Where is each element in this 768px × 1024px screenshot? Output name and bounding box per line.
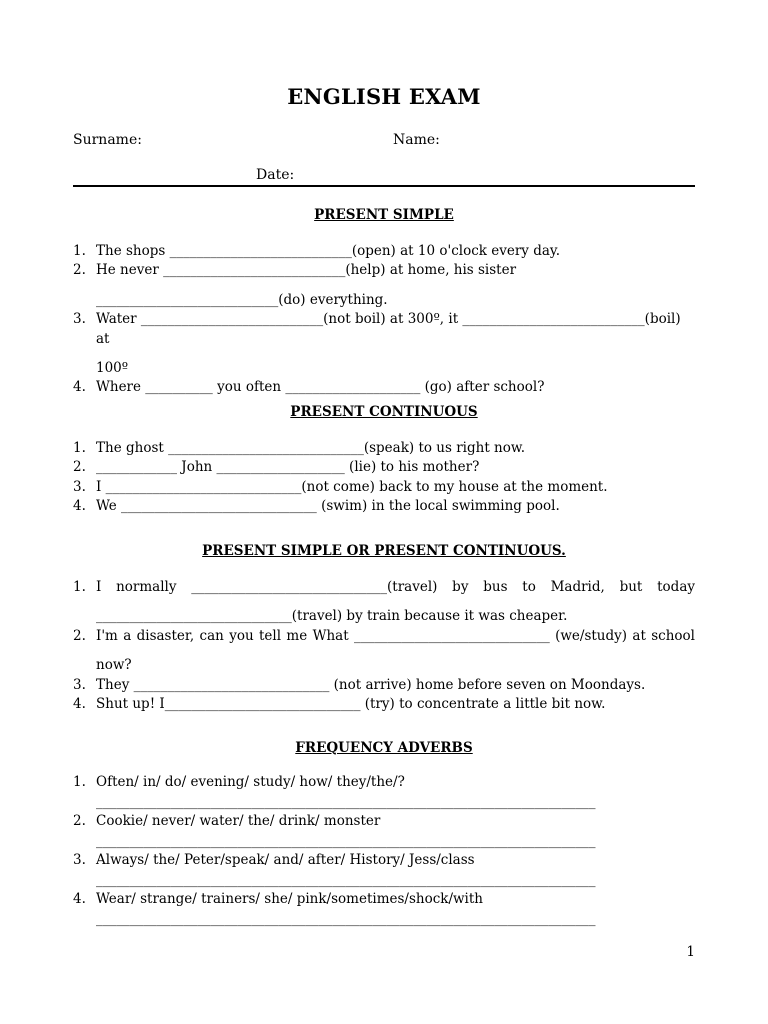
section-heading-simple-or-continuous: PRESENT SIMPLE OR PRESENT CONTINUOUS.	[202, 543, 566, 559]
item-text: I _____________________________(not come) back to my house at the moment.	[96, 478, 608, 495]
item-number: 3.	[73, 852, 86, 868]
list-item	[73, 310, 695, 378]
list-item	[73, 627, 695, 676]
item-text-continued: _____________________________(travel) by train because it was cheaper.	[96, 608, 568, 625]
list-item	[73, 378, 695, 397]
item-text: Water ___________________________(not boil) at 300º, it ___________________________(boil) at	[96, 311, 681, 347]
item-text: Where __________ you often ____________________ (go) after school?	[96, 379, 545, 396]
item-number: 2.	[73, 262, 86, 279]
item-number: 1.	[73, 243, 86, 259]
list-item	[73, 261, 695, 310]
item-text: We _____________________________ (swim) in the local swimming pool.	[96, 498, 560, 515]
surname-label: Surname:	[73, 132, 142, 148]
item-text: Often/ in/ do/ evening/ study/ how/ they/the/?	[96, 774, 405, 790]
answer-line: __________________________________________________________________________	[96, 833, 596, 849]
item-text: They _____________________________ (not arrive) home before seven on Moondays.	[96, 676, 646, 693]
answer-line: __________________________________________________________________________	[96, 911, 596, 927]
item-text-continued: ___________________________(do) everything.	[96, 291, 388, 308]
item-text: Shut up! I_____________________________ (try) to concentrate a little bit now.	[96, 696, 606, 713]
item-text: I normally _____________________________(travel) by bus to Madrid, but today	[96, 579, 695, 595]
item-number: 3.	[73, 311, 86, 328]
item-number: 4.	[73, 379, 86, 396]
item-text: Always/ the/ Peter/speak/ and/ after/ History/ Jess/class	[96, 852, 475, 868]
item-text: The ghost _____________________________(speak) to us right now.	[96, 440, 526, 456]
present-simple-list	[73, 242, 695, 398]
list-item	[73, 458, 695, 477]
list-item	[73, 578, 695, 627]
date-label: Date:	[256, 167, 295, 183]
simple-or-continuous-list	[73, 578, 695, 714]
item-number: 4.	[73, 498, 86, 515]
list-item	[73, 439, 695, 458]
frequency-adverbs-list	[73, 772, 695, 928]
list-item	[73, 889, 695, 928]
header-divider	[73, 185, 695, 187]
item-number: 4.	[73, 891, 86, 907]
item-text: I'm a disaster, can you tell me What _____________________________ (we/study) at school	[96, 627, 695, 644]
list-item	[73, 497, 695, 516]
item-text: Cookie/ never/ water/ the/ drink/ monster	[96, 813, 381, 829]
item-text: He never ___________________________(help) at home, his sister	[96, 262, 517, 279]
item-number: 1.	[73, 774, 86, 790]
list-item	[73, 695, 695, 714]
item-text: Wear/ strange/ trainers/ she/ pink/sometimes/shock/with	[96, 891, 483, 907]
exam-title: ENGLISH EXAM	[287, 84, 481, 109]
item-number: 1.	[73, 440, 86, 456]
present-continuous-list	[73, 439, 695, 517]
name-label: Name:	[393, 132, 440, 148]
list-item	[73, 242, 695, 261]
item-text: The shops ___________________________(open) at 10 o'clock every day.	[96, 243, 561, 259]
item-number: 4.	[73, 696, 86, 713]
section-heading-frequency-adverbs: FREQUENCY ADVERBS	[295, 740, 473, 756]
answer-line: __________________________________________________________________________	[96, 794, 596, 810]
list-item	[73, 478, 695, 497]
list-item	[73, 811, 695, 850]
item-number: 2.	[73, 813, 86, 829]
item-text-continued: 100º	[96, 360, 129, 377]
list-item	[73, 676, 695, 695]
item-text: ____________ John ___________________ (lie) to his mother?	[96, 459, 480, 476]
list-item	[73, 772, 695, 811]
item-number: 2.	[73, 627, 86, 644]
item-number: 3.	[73, 478, 86, 495]
list-item	[73, 850, 695, 889]
item-number: 3.	[73, 676, 86, 693]
section-heading-present-simple: PRESENT SIMPLE	[314, 207, 454, 223]
item-number: 2.	[73, 459, 86, 476]
item-text-continued: now?	[96, 657, 132, 674]
answer-line: __________________________________________________________________________	[96, 872, 596, 888]
page-number: 1	[686, 944, 695, 960]
item-number: 1.	[73, 579, 86, 595]
section-heading-present-continuous: PRESENT CONTINUOUS	[290, 404, 478, 420]
